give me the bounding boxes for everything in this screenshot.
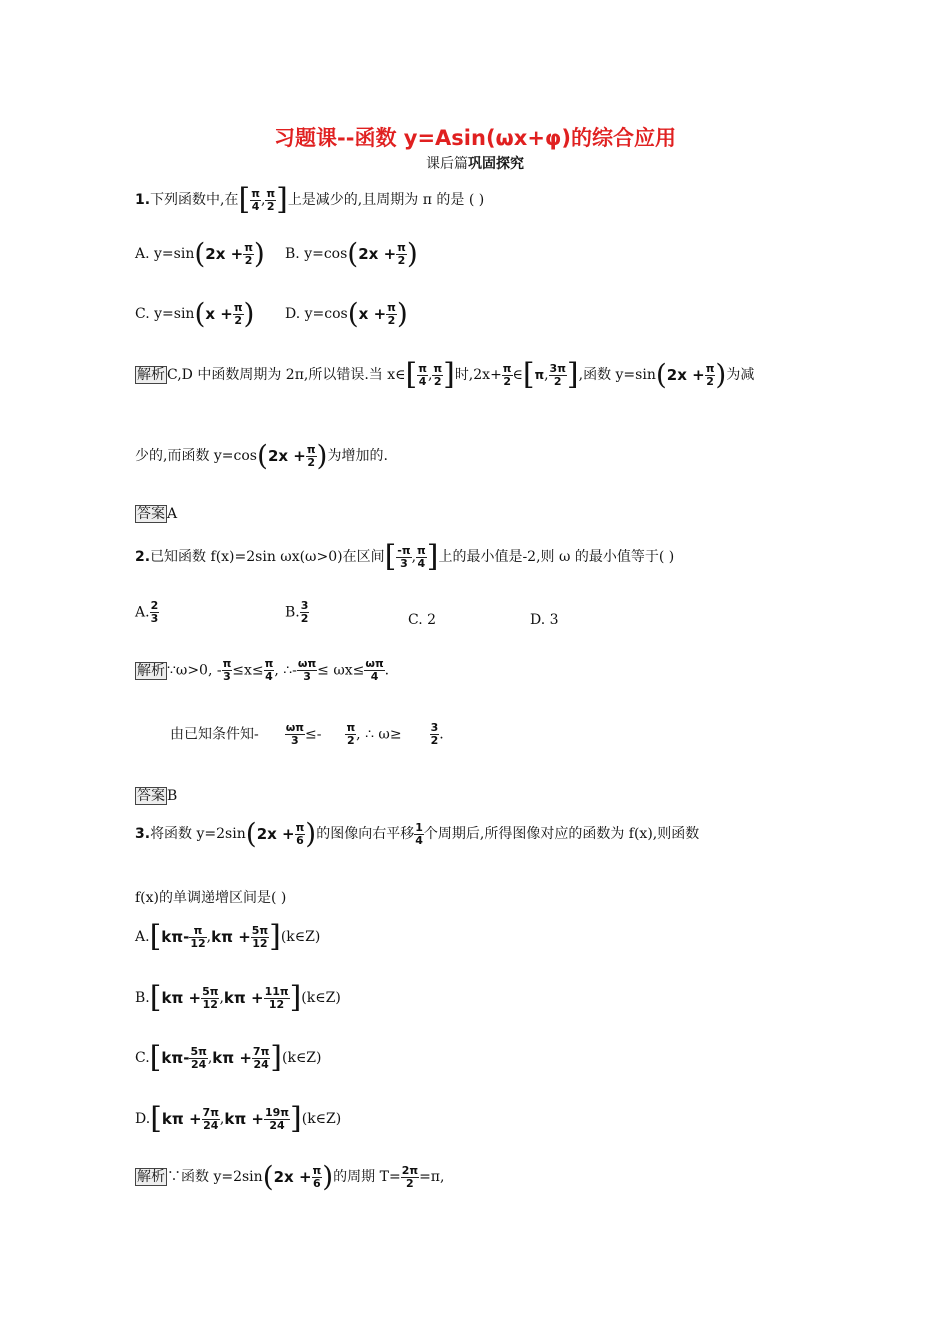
q3-option-c: C.[kπ- $\frac{5\pi}{24}$ ,kπ + $\frac{7\pi}{24}$ ](k∈Z) — [135, 1040, 322, 1075]
q2-answer-value: B — [167, 788, 178, 804]
fraction: $\frac{19\pi}{24}$ — [265, 1105, 290, 1132]
fraction: $\frac{\pi}{2}$ — [433, 361, 443, 388]
fraction: $\frac{2}{3}$ — [150, 599, 159, 625]
q1-stem-b: 上是减少的,且周期为 π 的是 ( ) — [287, 192, 485, 208]
fraction: $\frac{2\pi}{2}$ — [401, 1163, 419, 1190]
frac-pi-2: $\frac{\pi}{2}$ — [233, 300, 243, 327]
q2-analysis: 解析 ∵ω>0, - $\frac{\pi}{3}$ ≤x≤ $\frac{\pi}{4}$ , ∴- $\frac{\omega\pi}{3}$ ≤ ωx≤ $\frac{\omega\pi}{4}$ . — [137, 657, 390, 683]
q2-option-c: C. 2 — [408, 612, 437, 628]
analysis-tag: 解析 — [137, 1169, 165, 1185]
fraction: $\frac{3}{2}$ — [300, 599, 309, 625]
fraction: $\frac{\pi}{6}$ — [295, 820, 305, 847]
fraction: $\frac{3}{2}$ — [430, 721, 439, 747]
fraction: $\frac{\omega\pi}{4}$ — [365, 657, 384, 683]
q1-number: 1. — [135, 192, 151, 208]
q1-an4: ,函数 y=sin — [578, 367, 656, 383]
frac-pi-4: $\frac{\pi}{4}$ — [251, 186, 260, 213]
expr: 2x + — [358, 245, 397, 263]
q1-an7: 为增加的. — [327, 448, 388, 464]
answer-tag: 答案 — [137, 788, 165, 804]
q2-analysis-line2: 由已知条件知- $\frac{\omega\pi}{3}$ ≤- $\frac{\pi}{2}$ , ∴ ω≥ $\frac{3}{2}$ . — [170, 721, 444, 747]
q1-stem — [135, 182, 485, 217]
fraction: $\frac{5\pi}{24}$ — [190, 1044, 207, 1071]
subtitle-bold: 巩固探究 — [468, 156, 524, 172]
q2-stem-b: 上的最小值是-2,则 ω 的最小值等于( ) — [438, 549, 675, 565]
q3-option-d: D.[kπ + $\frac{7\pi}{24}$ ,kπ + $\frac{19\pi}{24}$ ](k∈Z) — [135, 1101, 342, 1136]
q1-option-c: C. y=sin(x + $\frac{\pi}{2}$ ) — [135, 297, 255, 330]
q2-number: 2. — [135, 549, 151, 565]
q1-analysis: 解析 C,D 中函数周期为 2π,所以错误.当 x∈[ $\frac{\pi}{4}$ , $\frac{\pi}{2}$ ]时,2x+ $\frac{\pi}{2}$ ∈[π, $\frac{3\pi}{2}$ ],函数 y=sin(2x + $\frac{\pi}{2}$ )为减 — [137, 357, 755, 392]
q2-option-b: B. $\frac{3}{2}$ — [285, 599, 309, 625]
frac-pi-2: $\frac{\pi}{2}$ — [397, 240, 406, 267]
fraction: $\frac{\pi}{4}$ — [417, 543, 426, 570]
q1-analysis-line2: 少的,而函数 y=cos(2x + $\frac{\pi}{2}$ )为增加的. — [135, 439, 388, 472]
option-d-label: D. y=cos — [285, 306, 348, 322]
q1-answer — [135, 503, 177, 523]
q1-answer-value: A — [167, 506, 178, 522]
q3-number: 3. — [135, 826, 151, 842]
q1-option-d: D. y=cos(x + $\frac{\pi}{2}$ ) — [285, 297, 408, 330]
q1-an6: 少的,而函数 y=cos — [135, 448, 257, 464]
option-c-label: C. y=sin — [135, 306, 195, 322]
fraction: $\frac{\pi}{12}$ — [190, 923, 206, 950]
fraction: $\frac{\omega\pi}{3}$ — [285, 721, 304, 747]
bracket-open: [ — [238, 182, 251, 217]
fraction: $\frac{7\pi}{24}$ — [252, 1044, 270, 1071]
analysis-tag: 解析 — [137, 367, 165, 383]
expr: x + — [205, 305, 233, 323]
q2-option-a: A. $\frac{2}{3}$ — [135, 599, 159, 625]
q3-stem-line2: f(x)的单调递增区间是( ) — [135, 890, 287, 906]
fraction: $\frac{\pi}{2}$ — [502, 361, 512, 388]
fraction: $\frac{11\pi}{12}$ — [264, 984, 289, 1011]
fraction: $\frac{-\pi}{3}$ — [397, 543, 411, 570]
expr: x + — [358, 305, 387, 323]
q2-answer — [135, 785, 177, 805]
fraction: $\frac{3\pi}{2}$ — [549, 361, 566, 388]
fraction: $\frac{1}{4}$ — [415, 820, 423, 847]
section-subtitle — [0, 153, 950, 173]
fraction: $\frac{\pi}{4}$ — [264, 657, 274, 683]
fraction: $\frac{\pi}{6}$ — [312, 1163, 322, 1190]
q1-an1: C,D 中函数周期为 2π,所以错误.当 x∈ — [167, 367, 406, 383]
q1-an2: 时,2x+ — [454, 367, 502, 383]
fraction: $\frac{\pi}{2}$ — [346, 721, 356, 747]
fraction: $\frac{7\pi}{24}$ — [202, 1105, 219, 1132]
frac-pi-2: $\frac{\pi}{2}$ — [244, 240, 253, 267]
q1-stem-a: 下列函数中,在 — [150, 192, 239, 208]
fraction: $\frac{\pi}{4}$ — [418, 361, 427, 388]
q2-option-d: D. 3 — [530, 612, 559, 628]
fraction: $\frac{\omega\pi}{3}$ — [297, 657, 317, 683]
fraction: $\frac{\pi}{2}$ — [705, 361, 715, 388]
frac-pi-2: $\frac{\pi}{2}$ — [266, 186, 276, 213]
page-title: 习题课--函数 y=Asin(ωx+φ)的综合应用 — [274, 126, 676, 150]
q3-analysis: 解析 ∵函数 y=2sin(2x + $\frac{\pi}{6}$ )的周期 T= $\frac{2\pi}{2}$ =π, — [137, 1160, 445, 1193]
bracket-close: ] — [276, 182, 288, 217]
expr: 2x + — [205, 245, 244, 263]
analysis-tag: 解析 — [137, 662, 165, 679]
subtitle-normal: 课后篇 — [426, 156, 468, 172]
q2-stem-a: 已知函数 f(x)=2sin ωx(ω>0)在区间 — [150, 549, 385, 565]
q3-option-a: A.[kπ- $\frac{\pi}{12}$ ,kπ + $\frac{5\pi}{12}$ ](k∈Z) — [135, 919, 321, 954]
frac-pi-2: $\frac{\pi}{2}$ — [387, 300, 396, 327]
q2-stem: 2.已知函数 f(x)=2sin ωx(ω>0)在区间[ $\frac{-\pi}{3}$ , $\frac{\pi}{4}$ ]上的最小值是-2,则 ω 的最小值等于( ) — [135, 539, 675, 574]
q1-option-a: A. y=sin(2x + $\frac{\pi}{2}$ ) — [135, 237, 265, 270]
answer-tag: 答案 — [137, 506, 165, 522]
fraction: $\frac{\pi}{3}$ — [222, 657, 232, 683]
option-a-label: A. y=sin — [135, 246, 195, 262]
fraction: $\frac{5\pi}{12}$ — [251, 923, 269, 950]
fraction: $\frac{\pi}{2}$ — [306, 442, 316, 469]
q1-option-b: B. y=cos(2x + $\frac{\pi}{2}$ ) — [285, 237, 418, 270]
q3-option-b: B.[kπ + $\frac{5\pi}{12}$ ,kπ + $\frac{11\pi}{12}$ ](k∈Z) — [135, 980, 341, 1015]
comma: , — [260, 192, 266, 208]
option-b-label: B. y=cos — [285, 246, 348, 262]
fraction: $\frac{5\pi}{12}$ — [202, 984, 219, 1011]
q1-an5: 为减 — [726, 367, 755, 383]
q3-stem: 3.将函数 y=2sin(2x + $\frac{\pi}{6}$ )的图像向右平移 $\frac{1}{4}$ 个周期后,所得图像对应的函数为 f(x),则函数 — [135, 817, 700, 850]
